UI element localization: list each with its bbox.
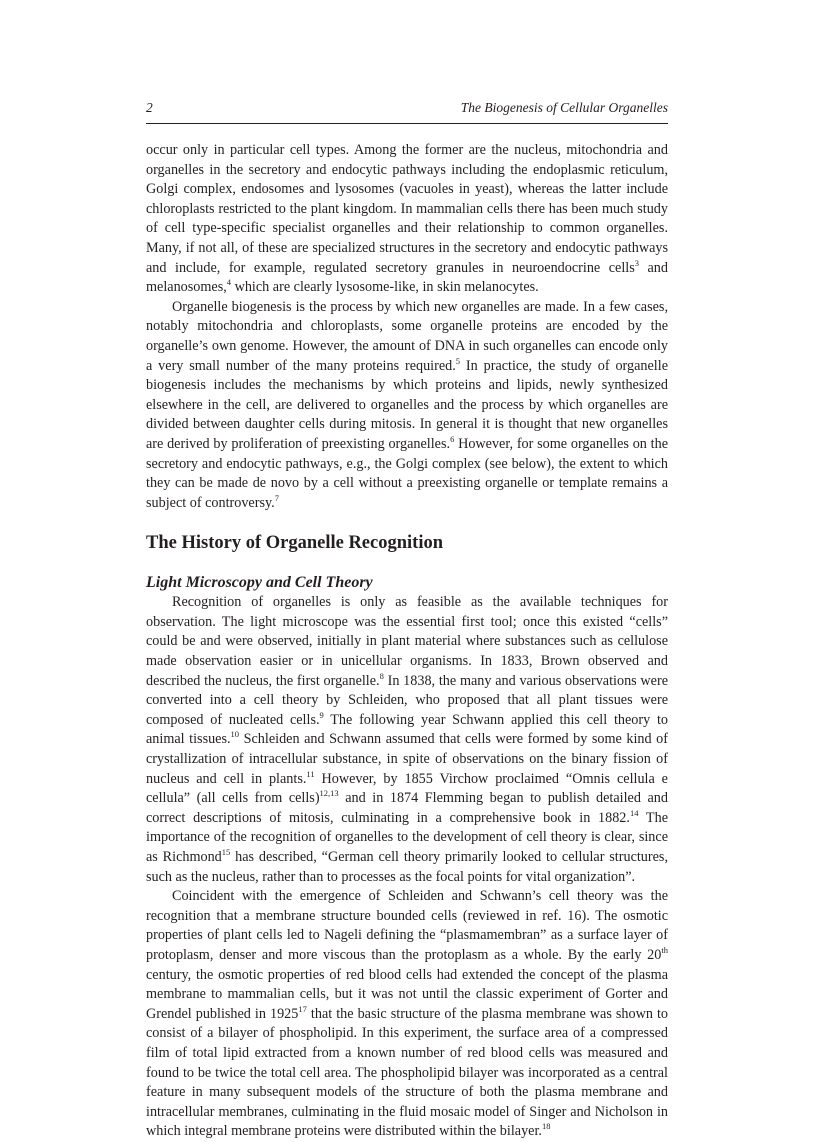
citation-ref: 12,13 [319, 788, 339, 799]
citation-ref: 11 [306, 768, 315, 779]
subsection-heading: Light Microscopy and Cell Theory [146, 574, 373, 592]
text-run: has described, “German cell theory primarily looked to cellular structures, such as the nucleus, rather than to processes as the focal points for vital organization”. [146, 849, 668, 885]
text-run: Schleiden and Schwann assumed that cells were formed by some kind of crystallization of intracellular substance, in spite of observations on the binary fission of nucleus and cell in plants. [146, 731, 668, 787]
text-run: However, by 1855 Virchow proclaimed “Omnis cellula e cellula” (all cells from cells) [146, 770, 668, 807]
paragraph-3 [146, 593, 668, 887]
text-run: and in 1874 Flemming began to publish detailed and correct descriptions of mitosis, culminating in a comprehensive book in 1882. [146, 790, 668, 826]
text-run: Coincident with the emergence of Schleiden and Schwann’s cell theory was the recognition that a membrane structure bounded cells (reviewed in ref. 16). The osmotic properties of plant cells led to Nageli defining the “plasmamembran” as a surface layer of protoplasm, denser and more viscous than the protoplasm as a whole. By the early 20 [146, 888, 668, 963]
citation-ref: 15 [221, 847, 231, 857]
citation-ref: 8 [379, 670, 384, 681]
text-run: The following year Schwann applied this cell theory to animal tissues. [146, 711, 668, 748]
section-heading: The History of Organelle Recognition [146, 533, 443, 554]
running-header [146, 100, 668, 120]
text-run: In 1838, the many and various observations were converted into a cell theory by Schleiden, who proposed that all plant tissues were composed of nucleated cells. [146, 672, 668, 728]
text-run: The importance of the recognition of organelles to the development of cell theory is clear, since as Richmond [146, 809, 668, 865]
citation-ref: 7 [274, 492, 279, 503]
citation-ref: 5 [455, 355, 461, 366]
text-run: and melanosomes, [146, 259, 668, 296]
paragraph-2 [146, 298, 668, 514]
body-text [146, 141, 668, 1142]
text-run: Organelle biogenesis is the process by which new organelles are made. In a few cases, notably mitochondria and chloroplasts, some organelle proteins are encoded by the organelle’s own genome. However, the amount of DNA in such organelles can encode only a very small number of the many proteins required. [146, 298, 668, 374]
text-run: century, the osmotic properties of red blood cells had extended the concept of the plasma membrane to mammalian cells, but it was not until the classic experiment of Gorter and Grendel published in 1925 [146, 966, 668, 1022]
citation-ref: 18 [541, 1121, 551, 1132]
paragraph-4 [146, 887, 668, 1142]
text-run: Recognition of organelles is only as feasible as the available techniques for observation. The light microscope was the essential first tool; once this existed “cells” could be and were observed, initially in plant material where substances such as cellulose made observation easier or in unicellular organisms. In 1833, Brown observed and described the nucleus, the first organelle. [146, 594, 668, 689]
paragraph-1 [146, 141, 668, 298]
running-title: The Biogenesis of Cellular Organelles [460, 100, 668, 115]
text-run: In practice, the study of organelle biogenesis includes the mechanisms by which proteins and lipids, newly synthesized elsewhere in the cell, are delivered to organelles and the process by which organelles are divided between daughter cells during mitosis. In general it is thought that new organelles are derived by proliferation of preexisting organelles. [146, 357, 668, 452]
ordinal-suffix: th [661, 944, 668, 955]
citation-ref: 4 [226, 277, 232, 288]
citation-ref: 10 [230, 729, 240, 740]
page-number: 2 [146, 100, 153, 115]
text-run: that the basic structure of the plasma membrane was shown to consist of a bilayer of phospholipid. In this experiment, the surface area of a compressed film of total lipid extracted from a known number of red blood cells was measured and found to be twice the total cell area. The phospholipid bilayer was incorporated as a central feature in many subsequent models of the structure of both the plasma membrane and intracellular membranes, culminating in the fluid mosaic model of Singer and Nicholson in which integral membrane proteins were distributed within the bilayer. [146, 1005, 668, 1140]
text-run: occur only in particular cell types. Among the former are the nucleus, mitochondria and organelles in the secretory and endocytic pathways including the endoplasmic reticulum, Golgi complex, endosomes and lysosomes (vacuoles in yeast), whereas the latter include chloroplasts restricted to the plant kingdom. In mammalian cells there has been much study of cell type-specific specialist organelles and their relationship to common organelles. Many, if not all, of these are specialized structures in the secretory and endocytic pathways and include, for example, regulated secretory granules in neuroendocrine cells [146, 142, 668, 276]
citation-ref: 9 [319, 709, 324, 720]
citation-ref: 3 [634, 257, 639, 268]
citation-ref: 14 [629, 807, 639, 818]
text-run: However, for some organelles on the secretory and endocytic pathways, e.g., the Golgi complex (see below), the extent to which they can be made de novo by a cell without a preexisting organelle or template remains a subject of controversy. [146, 435, 668, 511]
header-rule [146, 123, 668, 124]
citation-ref: 17 [298, 1003, 307, 1014]
text-run: which are clearly lysosome-like, in skin melanocytes. [231, 279, 539, 296]
citation-ref: 6 [450, 433, 455, 444]
